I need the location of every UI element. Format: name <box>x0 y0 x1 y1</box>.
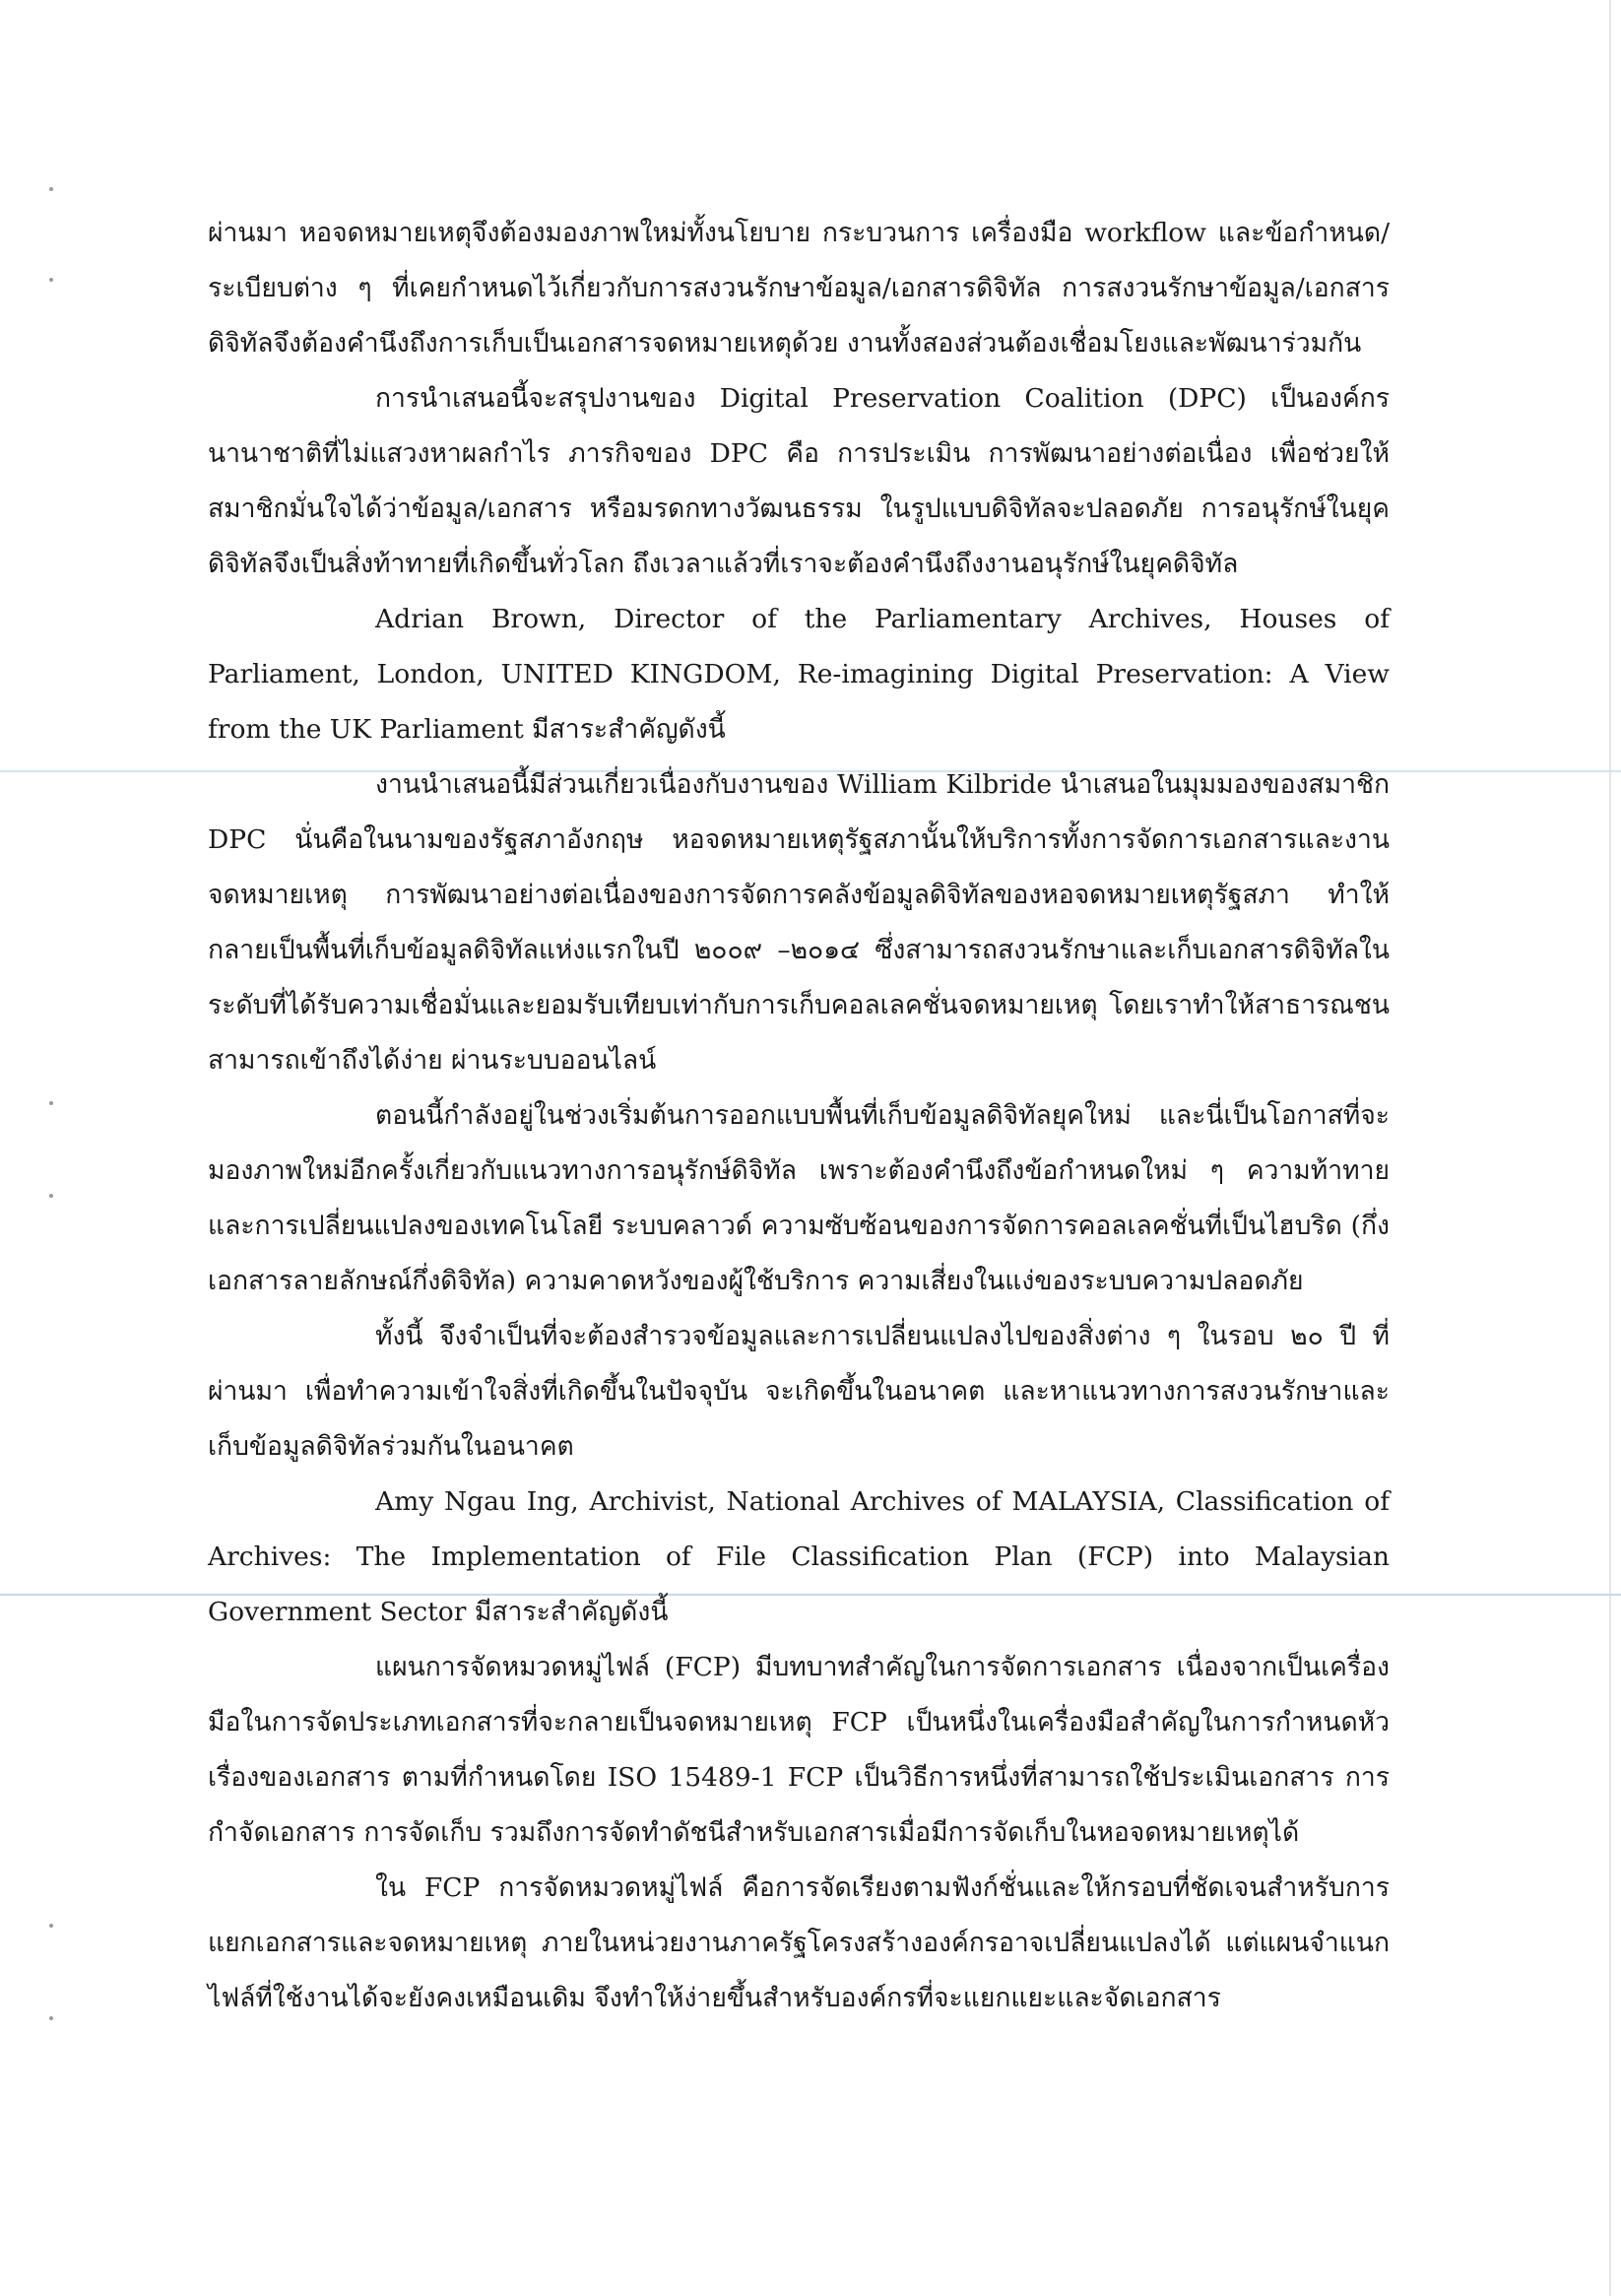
document-body <box>208 206 1390 2026</box>
scan-page-edge <box>1609 0 1611 2296</box>
scan-speck <box>49 278 53 282</box>
scan-speck <box>49 187 53 191</box>
scan-speck <box>49 1194 53 1198</box>
scan-speck <box>49 1101 53 1105</box>
paragraph-fcp-classification: ใน FCP การจัดหมวดหมู่ไฟล์ คือการจัดเรียงตามฟังก์ชั่นและให้กรอบที่ชัดเจนสำหรับการแยกเอกสารและจดหมายเหตุ ภายในหน่วยงานภาครัฐโครงสร้างองค์กรอาจเปลี่ยนแปลงได้ แต่แผนจำแนกไฟล์ที่ใช้งานได้จะยังคงเหมือนเดิม จึงทำให้ง่ายขึ้นสำหรับองค์กรที่จะแยกแยะและจัดเอกสาร <box>208 1872 1390 2013</box>
paragraph-twenty-years: ทั้งนี้ จึงจำเป็นที่จะต้องสำรวจข้อมูลและการเปลี่ยนแปลงไปของสิ่งต่าง ๆ ในรอบ ๒๐ ปี ที่ผ่านมา เพื่อทำความเข้าใจสิ่งที่เกิดขึ้นในปัจจุบัน จะเกิดขึ้นในอนาคต และหาแนวทางการสงวนรักษาและเก็บข้อมูลดิจิทัลร่วมกันในอนาคต <box>208 1321 1390 1462</box>
paragraph-fcp-role: แผนการจัดหมวดหมู่ไฟล์ (FCP) มีบทบาทสำคัญในการจัดการเอกสาร เนื่องจากเป็นเครื่องมือในการจัดประเภทเอกสารที่จะกลายเป็นจดหมายเหตุ FCP เป็นหนึ่งในเครื่องมือสำคัญในการกำหนดหัวเรื่องของเอกสาร ตามที่กำหนดโดย ISO 15489-1 FCP เป็นวิธีการหนึ่งที่สามารถใช้ประเมินเอกสาร การกำจัดเอกสาร การจัดเก็บ รวมถึงการจัดทำดัชนีสำหรับเอกสารเมื่อมีการจัดเก็บในหอจดหมายเหตุได้ <box>208 1652 1390 1848</box>
paragraph-new-repository: ตอนนี้กำลังอยู่ในช่วงเริ่มต้นการออกแบบพื้นที่เก็บข้อมูลดิจิทัลยุคใหม่ และนี่เป็นโอกาสที่จะมองภาพใหม่อีกครั้งเกี่ยวกับแนวทางการอนุรักษ์ดิจิทัล เพราะต้องคำนึงถึงข้อกำหนดใหม่ ๆ ความท้าทายและการเปลี่ยนแปลงของเทคโนโลยี ระบบคลาวด์ ความซับซ้อนของการจัดการคอลเลคชั่นที่เป็นไฮบริด (กึ่งเอกสารลายลักษณ์กึ่งดิจิทัล) ความคาดหวังของผู้ใช้บริการ ความเสี่ยงในแง่ของระบบความปลอดภัย <box>208 1100 1390 1296</box>
paragraph-dpc-summary: การนำเสนอนี้จะสรุปงานของ Digital Preservation Coalition (DPC) เป็นองค์กรนานาชาติที่ไม่แสวงหาผลกำไร ภารกิจของ DPC คือ การประเมิน การพัฒนาอย่างต่อเนื่อง เพื่อช่วยให้สมาชิกมั่นใจได้ว่าข้อมูล/เอกสาร หรือมรดกทางวัฒนธรรม ในรูปแบบดิจิทัลจะปลอดภัย การอนุรักษ์ในยุคดิจิทัลจึงเป็นสิ่งท้าทายที่เกิดขึ้นทั่วโลก ถึงเวลาแล้วที่เราจะต้องคำนึงถึงงานอนุรักษ์ในยุคดิจิทัล <box>208 383 1390 579</box>
paragraph-intro-continuation: ผ่านมา หอจดหมายเหตุจึงต้องมองภาพใหม่ทั้งนโยบาย กระบวนการ เครื่องมือ workflow และข้อกำหนด/ระเบียบต่าง ๆ ที่เคยกำหนดไว้เกี่ยวกับการสงวนรักษาข้อมูล/เอกสารดิจิทัล การสงวนรักษาข้อมูล/เอกสารดิจิทัลจึงต้องคำนึงถึงการเก็บเป็นเอกสารจดหมายเหตุด้วย งานทั้งสองส่วนต้องเชื่อมโยงและพัฒนาร่วมกัน <box>208 218 1390 359</box>
paragraph-amy-ngau-heading: Amy Ngau Ing, Archivist, National Archives of MALAYSIA, Classification of Archives: The Implementation of File Classification Plan (FCP) into Malaysian Government Sector มีสาระสำคัญดังนี้ <box>208 1486 1390 1627</box>
scan-speck <box>49 1924 53 1928</box>
paragraph-uk-parliament: งานนำเสนอนี้มีส่วนเกี่ยวเนื่องกับงานของ William Kilbride นำเสนอในมุมมองของสมาชิก DPC นั่นคือในนามของรัฐสภาอังกฤษ หอจดหมายเหตุรัฐสภานั้นให้บริการทั้งการจัดการเอกสารและงานจดหมายเหตุ การพัฒนาอย่างต่อเนื่องของการจัดการคลังข้อมูลดิจิทัลของหอจดหมายเหตุรัฐสภา ทำให้กลายเป็นพื้นที่เก็บข้อมูลดิจิทัลแห่งแรกในปี ๒๐๐๙ –๒๐๑๔ ซึ่งสามารถสงวนรักษาและเก็บเอกสารดิจิทัลในระดับที่ได้รับความเชื่อมั่นและยอมรับเทียบเท่ากับการเก็บคอลเลคชั่นจดหมายเหตุ โดยเราทำให้สาธารณชนสามารถเข้าถึงได้ง่าย ผ่านระบบออนไลน์ <box>208 769 1390 1076</box>
scan-speck <box>49 2016 53 2020</box>
paragraph-adrian-brown-heading: Adrian Brown, Director of the Parliamentary Archives, Houses of Parliament, London, UNITED KINGDOM, Re-imagining Digital Preservation: A View from the UK Parliament มีสาระสำคัญดังนี้ <box>208 604 1390 745</box>
